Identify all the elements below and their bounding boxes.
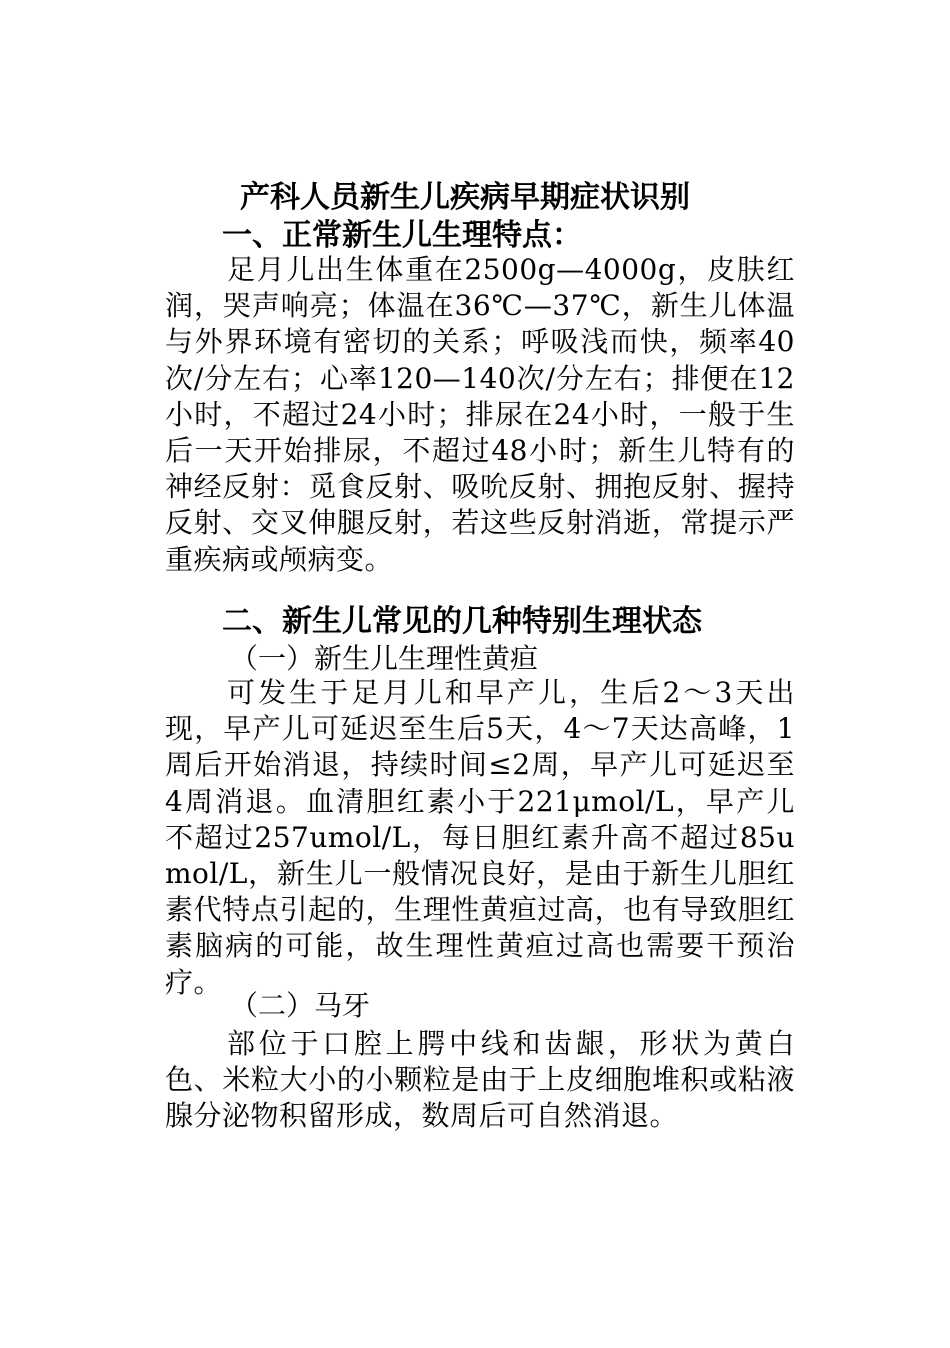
subheading-epstein-pearls: （二）马牙 (230, 989, 371, 1022)
section-heading-special-states: 二、新生儿常见的几种特别生理状态 (222, 604, 702, 639)
paragraph-epstein-pearls: 部位于口腔上腭中线和齿龈，形状为黄白色、米粒大小的小颗粒是由于上皮细胞堆积或粘液腺分泌物积留形成，数周后可自然消退。 (165, 1027, 795, 1133)
document-title: 产科人员新生儿疾病早期症状识别 (240, 180, 690, 215)
section-heading-normal-newborn: 一、正常新生儿生理特点： (222, 218, 582, 253)
paragraph-physiological-jaundice: 可发生于足月儿和早产儿，生后2～3天出现，早产儿可延迟至生后5天，4～7天达高峰，1周后开始消退，持续时间≤2周，早产儿可延迟至4周消退。血清胆红素小于221μmol/L，早产儿不超过257umol/L，每日胆红素升高不超过85umol/L，新生儿一般情况良好，是由于新生儿胆红素代特点引起的，生理性黄疸过高，也有导致胆红素脑病的可能，故生理性黄疸过高也需要干预治疗。 (165, 676, 795, 999)
subheading-physiological-jaundice: （一）新生儿生理性黄疸 (230, 642, 539, 675)
paragraph-normal-newborn-characteristics: 足月儿出生体重在2500g—4000g，皮肤红润，哭声响亮；体温在36℃—37℃，新生儿体温与外界环境有密切的关系；呼吸浅而快，频率40次/分左右；心率120—140次/分左右；排便在12小时，不超过24小时；排尿在24小时，一般于生后一天开始排尿，不超过48小时；新生儿特有的神经反射：觅食反射、吸吮反射、拥抱反射、握持反射、交叉伸腿反射，若这些反射消逝，常提示严重疾病或颅病变。 (165, 253, 795, 576)
